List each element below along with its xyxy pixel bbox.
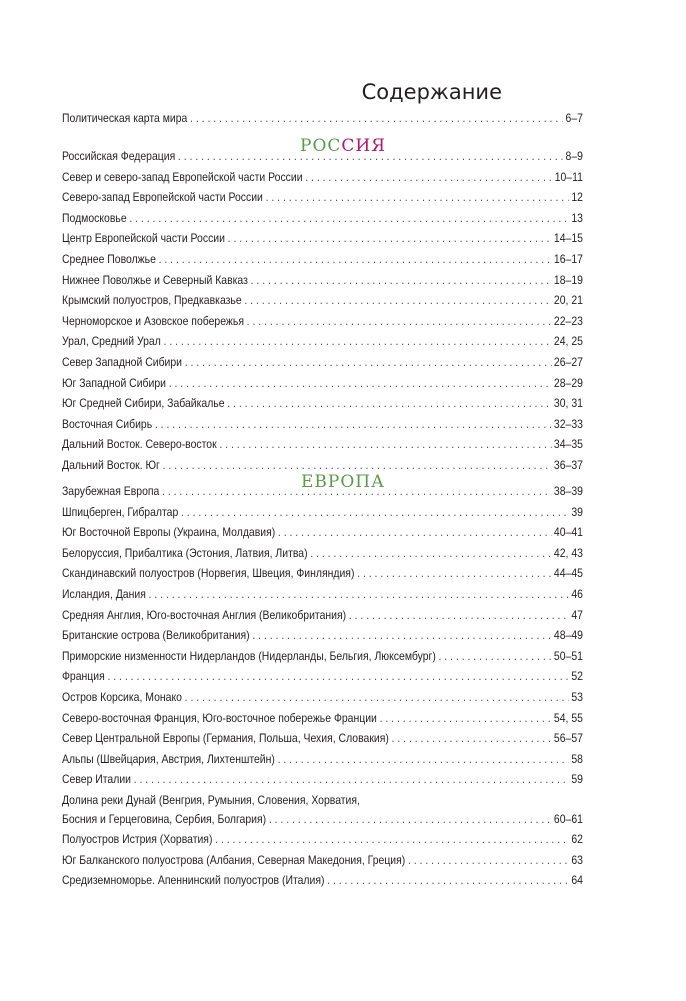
entry-label: Северо-восточная Франция, Юго-восточное побережье Франции bbox=[62, 711, 377, 725]
entry-page: 14–15 bbox=[553, 232, 583, 246]
entry-page: 40–41 bbox=[553, 526, 583, 540]
toc-entry[interactable] bbox=[62, 377, 583, 398]
entry-label: Приморские низменности Нидерландов (Нидерланды, Бельгия, Люксембург) bbox=[62, 649, 436, 663]
toc-entry[interactable] bbox=[62, 485, 583, 506]
entry-page: 28–29 bbox=[553, 376, 583, 390]
entry-page: 56–57 bbox=[553, 732, 583, 746]
dot-leader bbox=[181, 506, 569, 519]
entry-page: 12 bbox=[571, 191, 583, 205]
entry-label: Исландия, Дания bbox=[62, 587, 146, 601]
entry-label: Шпицберген, Гибралтар bbox=[62, 505, 179, 519]
entry-label: Скандинавский полуостров (Норвегия, Швеция, Финляндия) bbox=[62, 567, 355, 581]
entry-label: Север Центральной Европы (Германия, Польша, Чехия, Словакия) bbox=[62, 732, 389, 746]
dot-leader bbox=[227, 397, 551, 410]
entry-page: 26–27 bbox=[553, 355, 583, 369]
entry-label: Северо-запад Европейской части России bbox=[62, 191, 263, 205]
entry-label: Север и северо-запад Европейской части России bbox=[62, 170, 303, 184]
dot-leader bbox=[155, 418, 551, 431]
dot-leader bbox=[215, 833, 568, 846]
dot-leader bbox=[310, 547, 551, 560]
toc-entry[interactable] bbox=[62, 438, 583, 459]
entry-page: 16–17 bbox=[553, 252, 583, 266]
entry-label: Север Италии bbox=[62, 773, 131, 787]
entry-label: Юг Средней Сибири, Забайкалье bbox=[62, 397, 225, 411]
toc-entry[interactable] bbox=[62, 294, 583, 315]
entry-label-line: Долина реки Дунай (Венгрия, Румыния, Словения, Хорватия, bbox=[62, 793, 360, 807]
dot-leader bbox=[278, 526, 551, 539]
entry-label: Подмосковье bbox=[62, 211, 127, 225]
dot-leader bbox=[185, 691, 569, 704]
entry-page: 24, 25 bbox=[553, 335, 583, 349]
entry-page: 13 bbox=[571, 211, 583, 225]
dot-leader bbox=[247, 315, 552, 328]
dot-leader bbox=[228, 232, 552, 245]
dot-leader bbox=[380, 712, 552, 725]
toc-entry[interactable] bbox=[62, 833, 583, 854]
toc-entry[interactable] bbox=[62, 191, 583, 212]
entry-page: 36–37 bbox=[553, 458, 583, 472]
dot-leader bbox=[149, 588, 569, 601]
toc-entry[interactable] bbox=[62, 232, 583, 253]
dot-leader bbox=[159, 253, 552, 266]
heading-part: РОС bbox=[300, 136, 342, 156]
dot-leader bbox=[178, 150, 563, 163]
entry-label: Нижнее Поволжье и Северный Кавказ bbox=[62, 273, 248, 287]
toc-entry[interactable] bbox=[62, 609, 583, 630]
entry-page: 38–39 bbox=[553, 485, 583, 498]
dot-leader bbox=[305, 171, 552, 184]
dot-leader bbox=[107, 670, 568, 683]
toc-entry[interactable] bbox=[62, 588, 583, 609]
entry-page: 44–45 bbox=[553, 567, 583, 581]
entry-label: Остров Корсика, Монако bbox=[62, 690, 182, 704]
entry-page: 8–9 bbox=[565, 150, 583, 163]
toc-entry[interactable] bbox=[62, 506, 583, 527]
entry-label: Центр Европейской части России bbox=[62, 232, 225, 246]
entry-page: 59 bbox=[571, 773, 583, 787]
toc-entry[interactable] bbox=[62, 773, 583, 794]
dot-leader bbox=[129, 212, 568, 225]
entry-page: 47 bbox=[571, 608, 583, 622]
dot-leader bbox=[163, 459, 552, 472]
entry-label: Среднее Поволжье bbox=[62, 252, 156, 266]
dot-leader bbox=[349, 609, 569, 622]
entry-page: 18–19 bbox=[553, 273, 583, 287]
dot-leader bbox=[134, 773, 569, 786]
heading-part: СИЯ bbox=[341, 136, 386, 156]
entry-page: 62 bbox=[571, 833, 583, 847]
entry-label: Дальний Восток. Юг bbox=[62, 458, 160, 472]
toc-entry[interactable] bbox=[62, 691, 583, 712]
entry-label: Полуостров Истрия (Хорватия) bbox=[62, 833, 213, 847]
toc-entry[interactable] bbox=[62, 335, 583, 356]
toc-intro bbox=[62, 112, 583, 133]
entry-label: Урал, Средний Урал bbox=[62, 335, 161, 349]
entry-label: Юг Западной Сибири bbox=[62, 376, 166, 390]
entry-page: 60–61 bbox=[553, 812, 583, 826]
dot-leader bbox=[392, 732, 552, 745]
toc-section-europe bbox=[62, 485, 583, 895]
entry-label: Юг Восточной Европы (Украина, Молдавия) bbox=[62, 526, 276, 540]
toc-entry[interactable] bbox=[62, 356, 583, 377]
entry-label: Север Западной Сибири bbox=[62, 355, 183, 369]
entry-label: Политическая карта мира bbox=[62, 112, 188, 125]
entry-page: 64 bbox=[571, 874, 583, 888]
dot-leader bbox=[269, 813, 551, 826]
toc-entry[interactable] bbox=[62, 274, 583, 295]
section-heading-europe: ЕВРОПА bbox=[301, 472, 385, 492]
entry-page: 22–23 bbox=[553, 314, 583, 328]
entry-label: Британские острова (Великобритания) bbox=[62, 629, 250, 643]
entry-label: Юг Балканского полуострова (Албания, Северная Македония, Греция) bbox=[62, 853, 406, 867]
entry-label: Восточная Сибирь bbox=[62, 417, 153, 431]
toc-entry[interactable] bbox=[62, 397, 583, 418]
toc-entry[interactable] bbox=[62, 547, 583, 568]
dot-leader bbox=[439, 650, 552, 663]
dot-leader bbox=[185, 356, 551, 369]
dot-leader bbox=[327, 874, 568, 887]
entry-label: Босния и Герцеговина, Сербия, Болгария) bbox=[62, 812, 267, 826]
toc-entry[interactable] bbox=[62, 670, 583, 691]
entry-page: 63 bbox=[571, 853, 583, 867]
dot-leader bbox=[219, 438, 551, 451]
toc-entry[interactable] bbox=[62, 874, 583, 895]
toc-entry[interactable] bbox=[62, 315, 583, 336]
entry-label: Средиземноморье. Апеннинский полуостров (Италия) bbox=[62, 874, 325, 888]
entry-page: 53 bbox=[571, 690, 583, 704]
toc-entry[interactable] bbox=[62, 712, 583, 733]
dot-leader bbox=[252, 629, 551, 642]
toc-entry[interactable] bbox=[62, 171, 583, 192]
entry-label: Альпы (Швейцария, Австрия, Лихтенштейн) bbox=[62, 752, 275, 766]
toc-entry[interactable] bbox=[62, 813, 583, 834]
entry-page: 10–11 bbox=[554, 170, 583, 184]
entry-label: Российская Федерация bbox=[62, 150, 176, 163]
entry-page: 20, 21 bbox=[553, 294, 583, 308]
entry-page: 30, 31 bbox=[553, 397, 583, 411]
dot-leader bbox=[266, 191, 569, 204]
entry-page: 6–7 bbox=[565, 112, 583, 125]
entry-page: 58 bbox=[571, 752, 583, 766]
toc-entry[interactable] bbox=[62, 418, 583, 439]
toc-entry[interactable] bbox=[62, 112, 583, 133]
entry-page: 54, 55 bbox=[553, 711, 583, 725]
dot-leader bbox=[357, 567, 551, 580]
toc-entry[interactable] bbox=[62, 526, 583, 547]
dot-leader bbox=[244, 294, 551, 307]
dot-leader bbox=[164, 335, 552, 348]
toc-entry[interactable] bbox=[62, 150, 583, 171]
entry-page: 42, 43 bbox=[553, 546, 583, 560]
entry-page: 39 bbox=[571, 505, 583, 519]
entry-page: 52 bbox=[571, 670, 583, 684]
entry-label: Черноморское и Азовское побережья bbox=[62, 314, 244, 328]
entry-label: Дальний Восток. Северо-восток bbox=[62, 438, 217, 452]
entry-label: Крымский полуостров, Предкавказье bbox=[62, 294, 242, 308]
toc-entry[interactable] bbox=[62, 650, 583, 671]
toc-entry[interactable] bbox=[62, 854, 583, 875]
dot-leader bbox=[408, 854, 569, 867]
entry-label: Франция bbox=[62, 670, 105, 684]
dot-leader bbox=[169, 377, 552, 390]
entry-page: 32–33 bbox=[553, 417, 583, 431]
toc-entry[interactable] bbox=[62, 732, 583, 753]
entry-label: Зарубежная Европа bbox=[62, 485, 160, 498]
toc-entry[interactable] bbox=[62, 212, 583, 233]
entry-label: Средняя Англия, Юго-восточная Англия (Великобритания) bbox=[62, 608, 347, 622]
entry-page: 46 bbox=[571, 587, 583, 601]
entry-page: 48–49 bbox=[553, 629, 583, 643]
entry-page: 50–51 bbox=[553, 649, 583, 663]
entry-page: 34–35 bbox=[553, 438, 583, 452]
dot-leader bbox=[251, 274, 552, 287]
dot-leader bbox=[162, 485, 551, 498]
page-title: Содержание bbox=[361, 80, 502, 104]
dot-leader bbox=[278, 753, 569, 766]
toc-entry[interactable] bbox=[62, 253, 583, 274]
entry-label: Белоруссия, Прибалтика (Эстония, Латвия, Литва) bbox=[62, 546, 308, 560]
dot-leader bbox=[190, 112, 563, 125]
toc-entry[interactable] bbox=[62, 753, 583, 774]
toc-entry[interactable] bbox=[62, 567, 583, 588]
toc-entry[interactable] bbox=[62, 629, 583, 650]
toc-section-russia bbox=[62, 150, 583, 480]
